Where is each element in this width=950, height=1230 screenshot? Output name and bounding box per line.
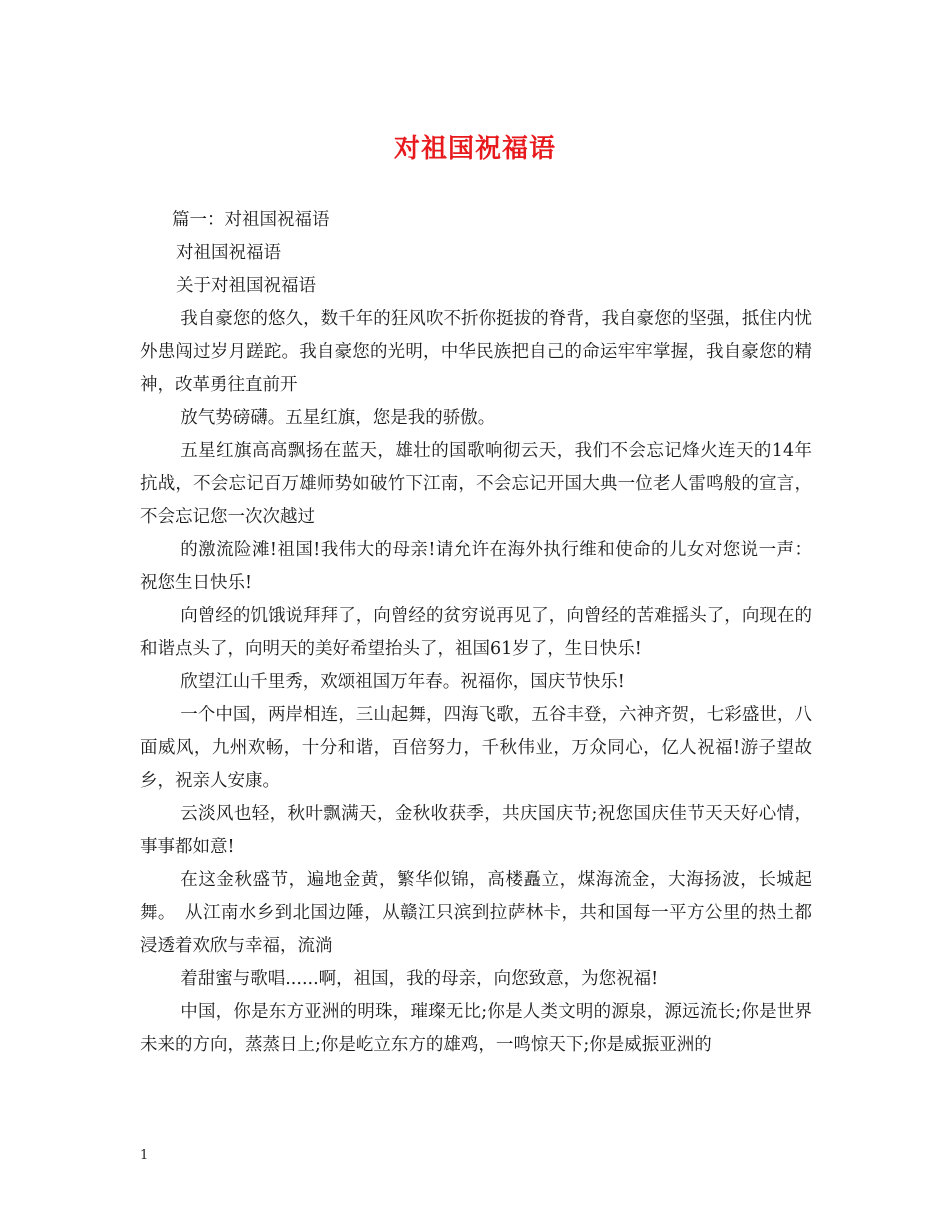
paragraph: 我自豪您的悠久，数千年的狂风吹不折你挺拔的脊背，我自豪您的坚强，抵住内忧外患闯过岁月蹉跎。我自豪您的光明，中华民族把自己的命运牢牢掌握，我自豪您的精神，改革勇往直前开 — [140, 309, 812, 395]
paragraph: 放气势磅礴。五星红旗，您是我的骄傲。 — [180, 408, 496, 428]
paragraph: 的激流险滩!祖国!我伟大的母亲!请允许在海外执行维和使命的儿女对您说一声：祝您生日快乐! — [140, 540, 812, 593]
paragraph: 向曾经的饥饿说拜拜了，向曾经的贫穷说再见了，向曾经的苦难摇头了，向现在的和谐点头了，向明天的美好希望抬头了，祖国61岁了，生日快乐! — [140, 606, 812, 659]
document-title: 对祖国祝福语 — [393, 134, 556, 164]
paragraph: 云淡风也轻，秋叶飘满天，金秋收获季，共庆国庆节;祝您国庆佳节天天好心情，事事都如意! — [140, 804, 812, 857]
paragraph: 中国，你是东方亚洲的明珠，璀璨无比;你是人类文明的源泉，源远流长;你是世界未来的方向，蒸蒸日上;你是屹立东方的雄鸡，一鸣惊天下;你是威振亚洲的 — [140, 1002, 812, 1055]
paragraph: 在这金秋盛节，遍地金黄，繁华似锦，高楼矗立，煤海流金，大海扬波，长城起舞。 从江南水乡到北国边陲，从赣江只滨到拉萨林卡，共和国每一平方公里的热土都浸透着欢欣与幸福，流淌 — [140, 870, 812, 956]
document-body — [140, 204, 812, 1062]
page-number: 1 — [140, 1148, 149, 1163]
paragraph: 欣望江山千里秀，欢颂祖国万年春。祝福你，国庆节快乐! — [180, 672, 625, 692]
paragraph-subtitle: 对祖国祝福语 — [176, 243, 281, 263]
paragraph: 五星红旗高高飘扬在蓝天，雄壮的国歌响彻云天，我们不会忘记烽火连天的14年抗战，不会忘记百万雄师势如破竹下江南，不会忘记开国大典一位老人雷鸣般的宣言，不会忘记您一次次越过 — [140, 441, 812, 527]
paragraph-subtitle-2: 关于对祖国祝福语 — [176, 276, 316, 296]
paragraph: 着甜蜜与歌唱......啊，祖国，我的母亲，向您致意，为您祝福! — [180, 969, 659, 989]
paragraph: 一个中国，两岸相连，三山起舞，四海飞歌，五谷丰登，六神齐贺，七彩盛世，八面威风，九州欢畅，十分和谐，百倍努力，千秋伟业，万众同心，亿人祝福!游子望故乡，祝亲人安康。 — [140, 705, 812, 791]
paragraph-section-heading: 篇一：对祖国祝福语 — [172, 210, 330, 230]
